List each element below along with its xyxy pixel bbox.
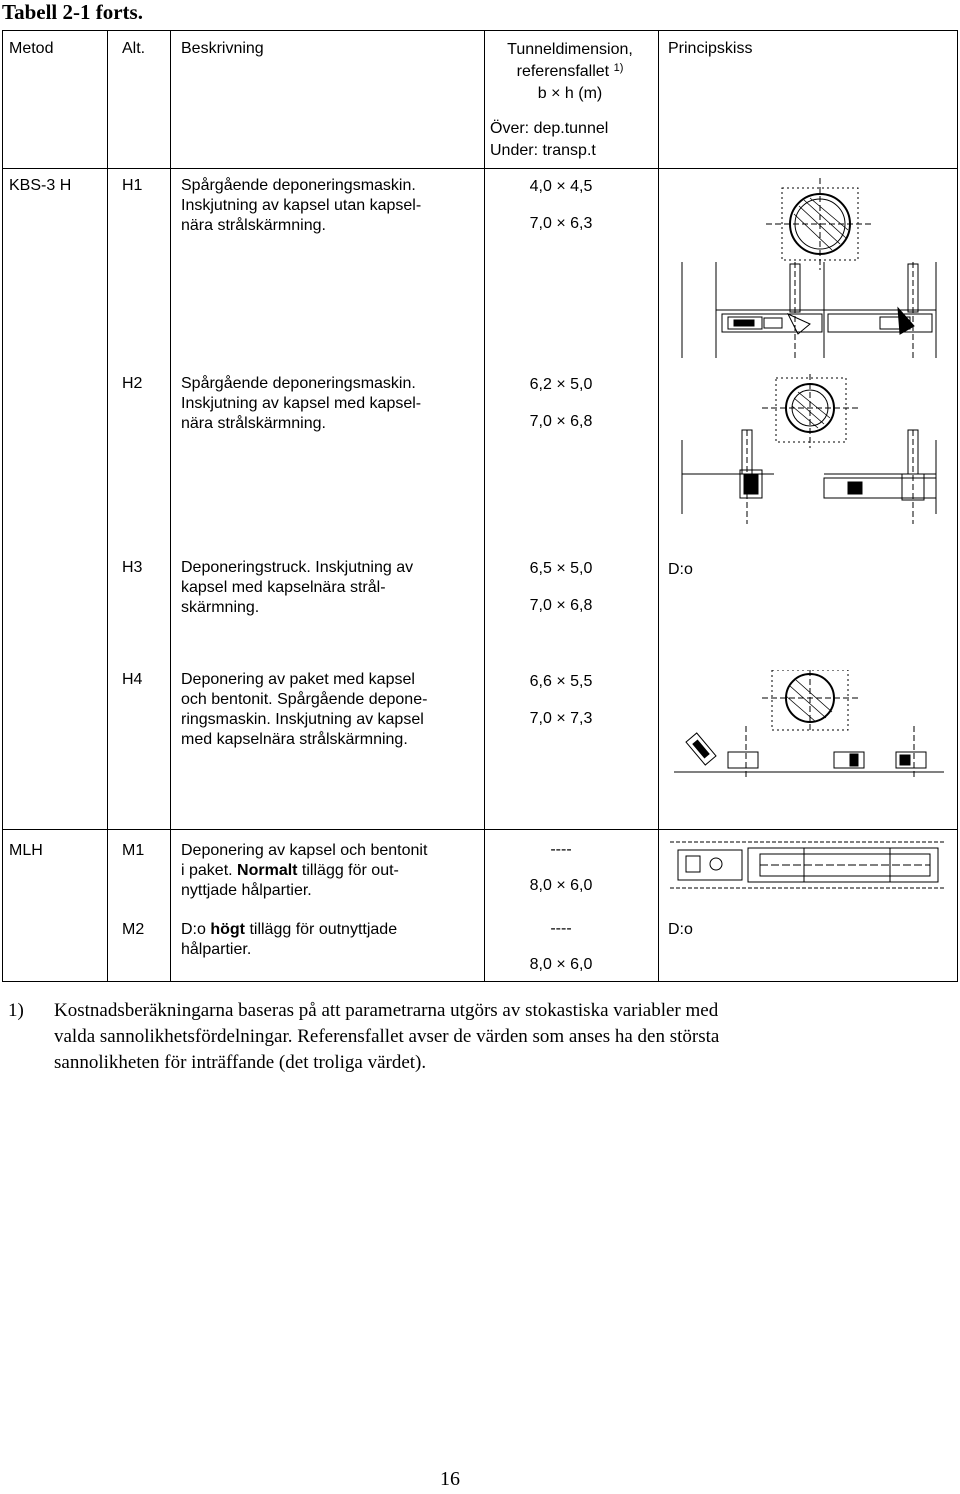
row-dim-bottom: 7,0 × 6,3 <box>529 215 593 232</box>
header-alt: Alt. <box>122 40 146 57</box>
row-dim-bottom: 8,0 × 6,0 <box>529 877 593 894</box>
footnote-text: Kostnadsberäkningarna baseras på att parametrarna utgörs av stokastiska variabler med valda sannolikhetsfördelningar. Referensfallet avser de värden som anses ha den största sannolikheten för inträffande (det troliga värdet). <box>54 1000 720 1073</box>
col-divider <box>484 31 485 981</box>
row-alt: H1 <box>122 177 143 194</box>
group-divider <box>3 829 957 830</box>
row-dim-bottom: 7,0 × 7,3 <box>529 710 593 727</box>
row-dim-top: ---- <box>550 920 572 937</box>
header-beskrivning: Beskrivning <box>181 40 264 57</box>
row-metod: MLH <box>9 842 43 859</box>
header-dim-line1: Tunneldimension, <box>507 41 633 58</box>
row-dim-top: 4,0 × 4,5 <box>529 178 593 195</box>
header-dim-line4: Över: dep.tunnel <box>490 120 609 137</box>
page-number: 16 <box>440 1468 460 1490</box>
footnote-number: 1) <box>8 1000 24 1021</box>
row-metod: KBS-3 H <box>9 177 72 194</box>
row-description: Deponering av kapsel och bentonit i paket. Normalt tillägg för out- nyttjade hålpartier. <box>181 842 428 899</box>
table-title: Tabell 2-1 forts. <box>2 0 143 24</box>
row-alt: H3 <box>122 559 143 576</box>
row-description: Spårgående deponeringsmaskin. Inskjutning av kapsel utan kapsel- nära strålskärmning. <box>181 177 422 234</box>
row-dim-bottom: 7,0 × 6,8 <box>529 413 593 430</box>
row-dim-top: ---- <box>550 841 572 858</box>
row-sketch-ditto: D:o <box>668 561 693 578</box>
header-principskiss: Principskiss <box>668 40 753 57</box>
row-dim-bottom: 8,0 × 6,0 <box>529 956 593 973</box>
header-tunneldimension <box>484 39 656 105</box>
header-dim-line2: referensfallet $^{1)}$ <box>516 62 624 80</box>
row-description: D:o högt tillägg för outnyttjade hålpartier. <box>181 921 398 958</box>
header-dim-line5: Under: transp.t <box>490 142 596 159</box>
sketch-h1 <box>664 168 954 358</box>
sketch-h2 <box>664 374 954 524</box>
row-dim-top: 6,2 × 5,0 <box>529 376 593 393</box>
header-over-under <box>490 118 608 162</box>
row-dim-top: 6,6 × 5,5 <box>529 673 593 690</box>
header-dim-line3: b × h (m) <box>537 85 603 102</box>
row-dim-bottom: 7,0 × 6,8 <box>529 597 593 614</box>
row-description: Deponeringstruck. Inskjutning av kapsel med kapselnära strål- skärmning. <box>181 559 414 616</box>
row-description: Spårgående deponeringsmaskin. Inskjutning av kapsel med kapsel- nära strålskärmning. <box>181 375 422 432</box>
header-metod: Metod <box>9 40 54 57</box>
footnote <box>8 998 948 1078</box>
row-alt: H4 <box>122 671 143 688</box>
row-alt: M1 <box>122 842 145 859</box>
sketch-h4 <box>664 670 954 780</box>
col-divider <box>658 31 659 981</box>
col-divider <box>107 31 108 981</box>
row-description: Deponering av paket med kapsel och bentonit. Spårgående depone- ringsmaskin. Inskjutning av kapsel med kapselnära strålskärmning. <box>181 671 428 748</box>
row-alt: H2 <box>122 375 143 392</box>
col-divider <box>170 31 171 981</box>
sketch-m1 <box>664 836 954 898</box>
row-sketch-ditto: D:o <box>668 921 693 938</box>
row-dim-top: 6,5 × 5,0 <box>529 560 593 577</box>
row-alt: M2 <box>122 921 145 938</box>
